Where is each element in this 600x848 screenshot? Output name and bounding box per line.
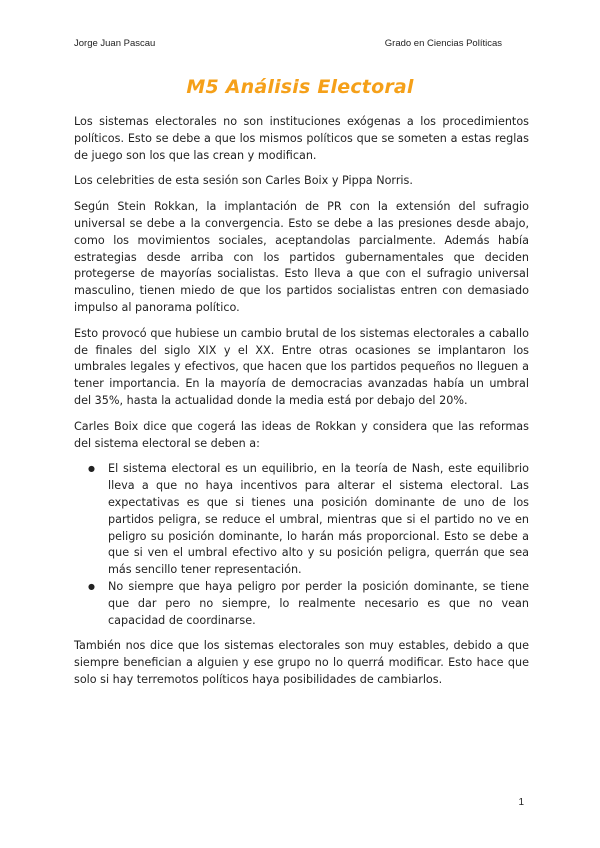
paragraph-1: Los sistemas electorales no son instituciones exógenas a los procedimientos políticos. Esto se debe a que los mismos políticos que se someten a estas reglas de juego son los que las crean y modifican. bbox=[74, 115, 529, 162]
paragraph-4: Esto provocó que hubiese un cambio brutal de los sistemas electorales a caballo de finales del siglo XIX y el XX. Entre otras ocasiones se implantaron los umbrales legales y efectivos, que hacen que los partidos pequeños no lleguen a tener importancia. En la mayoría de democracias avanzadas había un umbral del 35%, hasta la actualidad donde la media está por debajo del 20%. bbox=[74, 326, 529, 407]
paragraph-2: Los celebrities de esta sesión son Carles Boix y Pippa Norris. bbox=[74, 174, 413, 188]
bullet-item-1: ● El sistema electoral es un equilibrio, en la teoría de Nash, este equilibrio lleva a que no haya incentivos para alterar el sistema electoral. Las expectativas es que si tienes una posición dominante de uno de los partidos peligra, se reduce el umbral, mientras que si el partido no ve en peligro su posición dominante, lo harán más proporcional. Esto se debe a que si ven el umbral efectivo alto y su posición peligra, querrán que sea más sencillo tener representación. bbox=[108, 461, 529, 579]
document-body bbox=[74, 114, 529, 698]
paragraph-3: Según Stein Rokkan, la implantación de PR con la extensión del sufragio universal se debe a la convergencia. Esto se debe a las presiones desde abajo, como los movimientos sociales, aceptandolas parcialmente. Además había estrategias desde arriba con los partidos gubernamentales que deciden protegerse de mayorías socialistas. Esto lleva a que con el sufragio universal masculino, tienen miedo de que los partidos socialistas entren con demasiado impulso al panorama político. bbox=[74, 200, 529, 314]
bullet-item-2: ● No siempre que haya peligro por perder la posición dominante, se tiene que dar pero no siempre, lo realmente necesario es que no vean capacidad de coordinarse. bbox=[108, 579, 529, 629]
paragraph-5: Carles Boix dice que cogerá las ideas de Rokkan y considera que las reformas del sistema electoral se deben a: bbox=[74, 419, 529, 450]
page-number: 1 bbox=[518, 797, 524, 808]
header-author: Jorge Juan Pascau bbox=[74, 38, 156, 49]
bullet-list bbox=[74, 461, 529, 629]
document-title: M5 Análisis Electoral bbox=[186, 76, 414, 98]
header-course: Grado en Ciencias Políticas bbox=[384, 38, 502, 49]
closing-paragraph: También nos dice que los sistemas electorales son muy estables, debido a que siempre benefician a alguien y ese grupo no lo querrá modificar. Esto hace que solo si hay terremotos políticos haya posibilidades de cambiarlos. bbox=[74, 639, 529, 686]
